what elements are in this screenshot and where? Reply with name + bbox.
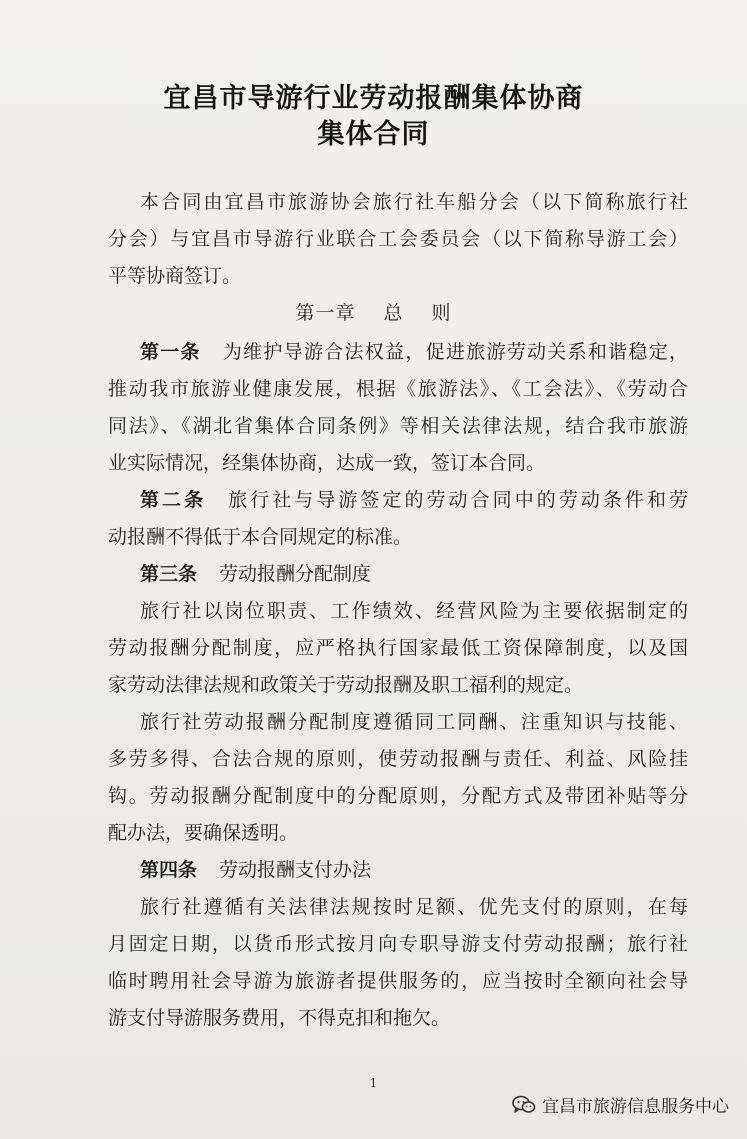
article3-p2-line-3: 钩。劳动报酬分配制度中的分配原则，分配方式及带团补贴等分 xyxy=(108,785,688,807)
article3-label: 第三条 xyxy=(140,563,198,585)
chapter-name-part2: 则 xyxy=(431,302,452,324)
article4-heading-line xyxy=(140,858,688,882)
intro-line-2: 分会）与宜昌市导游行业联合工会委员会（以下简称导游工会） xyxy=(108,228,688,250)
intro-line-1: 本合同由宜昌市旅游协会旅行社车船分会（以下简称旅行社 xyxy=(140,191,688,213)
document-title-line1: 宜昌市导游行业劳动报酬集体协商 xyxy=(163,83,584,114)
article4-line-2: 月固定日期，以货币形式按月向专职导游支付劳动报酬；旅行社 xyxy=(108,933,688,955)
article4-label: 第四条 xyxy=(140,859,198,881)
article1-line-1 xyxy=(140,340,688,364)
watermark xyxy=(512,1092,729,1117)
article4-heading: 劳动报酬支付办法 xyxy=(219,859,372,881)
article1-line-3: 同法》、《湖北省集体合同条例》等相关法律法规，结合我市旅游 xyxy=(108,415,688,437)
article1-label: 第一条 xyxy=(140,341,201,363)
wechat-icon xyxy=(512,1095,536,1115)
watermark-text: 宜昌市旅游信息服务中心 xyxy=(542,1097,729,1117)
article1-text-1: 为维护导游合法权益，促进旅游劳动关系和谐稳定， xyxy=(222,341,688,363)
intro-line-3: 平等协商签订。 xyxy=(108,265,242,287)
chapter-name-part1: 总 xyxy=(383,302,404,324)
article3-heading: 劳动报酬分配制度 xyxy=(219,563,372,585)
article2-line-1 xyxy=(140,488,688,512)
article3-p2-line-2: 多劳多得、合法合规的原则，使劳动报酬与责任、利益、风险挂 xyxy=(108,748,688,770)
article1-line-2: 推动我市旅游业健康发展，根据《旅游法》、《工会法》、《劳动合 xyxy=(108,378,688,400)
article1-line-4: 业实际情况，经集体协商，达成一致，签订本合同。 xyxy=(108,452,546,474)
article4-line-3: 临时聘用社会导游为旅游者提供服务的，应当按时全额向社会导 xyxy=(108,970,688,992)
article3-p2-line-4: 配办法，要确保透明。 xyxy=(108,822,299,844)
article3-p1-line-1: 旅行社以岗位职责、工作绩效、经营风险为主要依据制定的 xyxy=(140,600,688,622)
article4-line-1: 旅行社遵循有关法律法规按时足额、优先支付的原则，在每 xyxy=(140,896,688,918)
article2-line-2: 动报酬不得低于本合同规定的标准。 xyxy=(108,526,413,548)
article3-p1-line-3: 家劳动法律法规和政策关于劳动报酬及职工福利的规定。 xyxy=(108,674,584,696)
article2-text-1: 旅行社与导游签定的劳动合同中的劳动条件和劳 xyxy=(228,489,688,511)
page-number: 1 xyxy=(369,1076,378,1090)
article4-line-4: 游支付导游服务费用，不得克扣和拖欠。 xyxy=(108,1007,451,1029)
article3-p1-line-2: 劳动报酬分配制度，应严格执行国家最低工资保障制度，以及国 xyxy=(108,637,688,659)
article3-heading-line xyxy=(140,562,688,586)
chapter-heading xyxy=(0,301,747,325)
chapter-number: 第一章 xyxy=(295,302,356,324)
document-title-line2: 集体合同 xyxy=(317,119,430,150)
article3-p2-line-1: 旅行社劳动报酬分配制度遵循同工同酬、注重知识与技能、 xyxy=(140,711,688,733)
article2-label: 第二条 xyxy=(140,489,207,511)
